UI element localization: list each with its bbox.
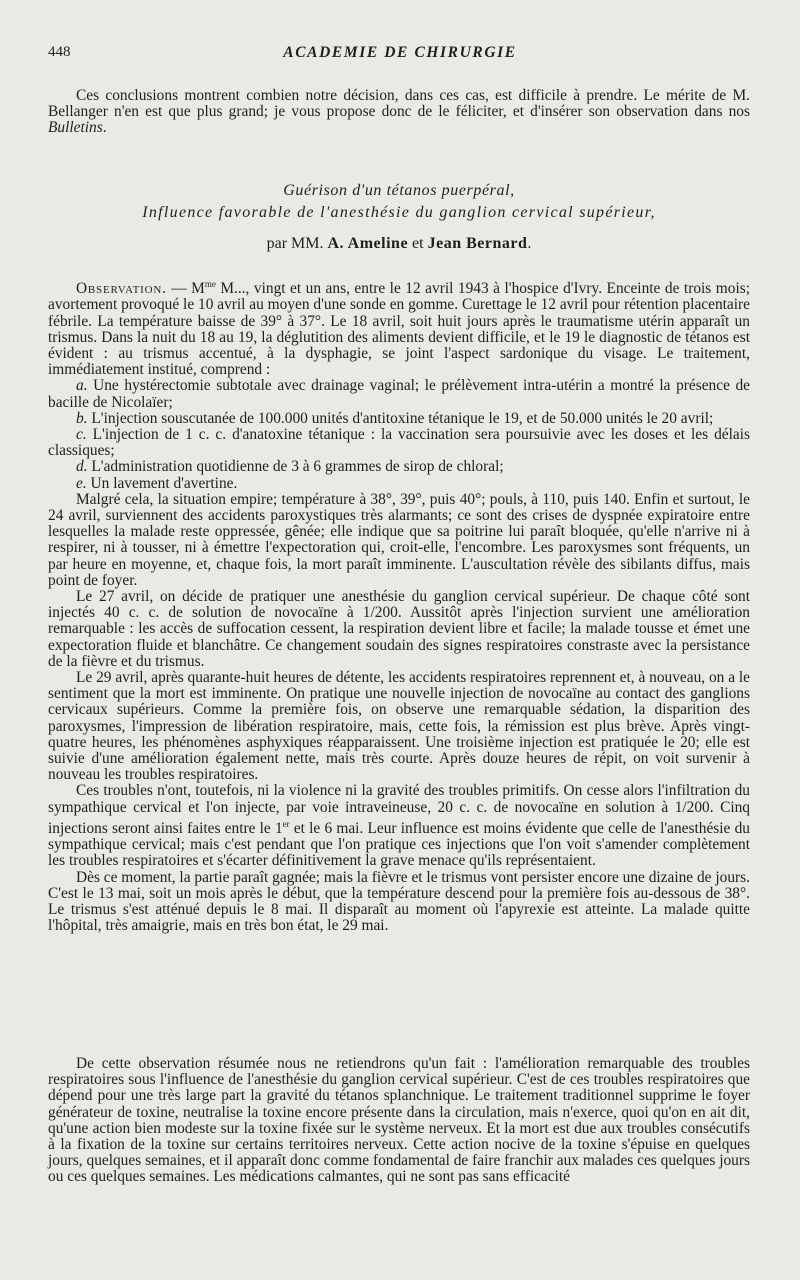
- journal-name: Bulletins: [48, 119, 103, 137]
- byline-joiner: et: [408, 235, 428, 252]
- paragraph-relapse: Le 29 avril, après quarante-huit heures de détente, les accidents respiratoires reprennent et, à nouveau, on a le sentiment que la mort est imminente. On pratique une nouvelle injection de novocaïne au contact des ganglions cervicaux supérieurs. Comme la première fois, on observe une remarquable sédation, la disparition des paroxysmes, l'impression de libération respiratoire, mais, cette fois, la rémission est plus brève. Après vingt-quatre heures, les phénomènes asphyxiques réapparaissent. Une troisième injection est pratiquée le 20; elle est suivie d'une amélioration également nette, mais très courte. Après douze heures de répit, on voit survenir à nouveau les troubles respiratoires.: [48, 669, 750, 784]
- byline-suffix: .: [527, 235, 532, 252]
- treatment-item-d: [48, 459, 750, 475]
- superscript: er: [282, 818, 290, 829]
- item-text: L'injection de 1 c. c. d'anatoxine tétanique : la vaccination sera poursuivie avec les doses et les délais classiques;: [48, 425, 750, 460]
- page-number: 448: [48, 44, 71, 60]
- item-label: c.: [76, 425, 87, 443]
- paragraph-intravenous: [48, 783, 750, 869]
- byline-prefix: par MM.: [266, 235, 328, 252]
- observation-section: [48, 276, 750, 934]
- article-subtitle: Influence favorable de l'anesthésie du ganglion cervical supérieur,: [142, 204, 656, 221]
- paragraph-anesthesia: Le 27 avril, on décide de pratiquer une anesthésie du ganglion cervical supérieur. De chaque côté sont injectés 40 c. c. de solution de novocaïne à 1/200. Aussitôt après l'injection survient une amélioration remarquable : les accès de suffocation cessent, la respiration devient libre et facile; la malade tousse et émet une expectoration fluide et blanchâtre. Ce changement soudain des signes respiratoires constraste avec la persistance de la fièvre et du trismus.: [48, 587, 750, 670]
- item-label: d.: [76, 458, 88, 476]
- observation-heading: Observation.: [76, 280, 167, 298]
- article-title: Guérison d'un tétanos puerpéral,: [283, 182, 515, 199]
- intro-text: Ces conclusions montrent combien notre décision, dans ces cas, est difficile à prendre. Le mérite de M. Bellanger n'en est que plus grand; je vous propose donc de le féliciter, et d'insérer son observation dans nos: [48, 87, 750, 121]
- item-label: b.: [76, 409, 88, 427]
- running-head: ACADEMIE DE CHIRURGIE: [283, 44, 517, 61]
- author-bernard: Jean Bernard: [427, 235, 528, 252]
- paragraph-recovery: Dès ce moment, la partie paraît gagnée; mais la fièvre et le trismus vont persister encore une dizaine de jours. C'est le 13 mai, soit un mois après le début, que la température descend pour la première fois au-dessous de 38°. Le trismus s'est atténué depuis le 8 mai. Il disparaît au moment où l'apyrexie est atteinte. La malade quitte l'hôpital, très amaigrie, mais en très bon état, le 29 mai.: [48, 868, 750, 935]
- item-label: a.: [76, 377, 88, 395]
- observation-paragraph: [48, 276, 750, 378]
- item-label: e.: [76, 474, 87, 492]
- intro-section: [48, 88, 750, 137]
- treatment-item-a: [48, 378, 750, 410]
- observation-text: M..., vingt et un ans, entre le 12 avril 1943 à l'hospice d'Ivry. Enceinte de trois mois; avortement provoqué le 10 avril au moyen d'une sonde en gomme. Curettage le 12 avril pour rétention placentaire fébrile. La température baisse de 39° à 37°. Le 18 avril, soit huit jours après le traumatisme utérin apparaît un trismus. Dans la nuit du 18 au 19, la déglutition des aliments devient difficile, et le 19 le diagnostic de tétanos est évident : au trismus accentué, à la dysphagie, se joint l'aspect sardonique du visage. Le traitement, immédiatement institué, comprend :: [48, 280, 750, 379]
- observation-text: — M: [166, 280, 205, 298]
- paragraph-text: et le 6 mai. Leur influence est moins évidente que celle de l'anesthésie du sympathique cervical; mais c'est pendant que l'on pratique ces injections que l'on voit s'amender complètement les troubles respiratoires et s'écarter définitivement la grave menace qu'ils représentaient.: [48, 819, 750, 870]
- discussion-section: [48, 1056, 750, 1186]
- intro-paragraph: [48, 88, 750, 137]
- paragraph-worsening: Malgré cela, la situation empire; température à 38°, 39°, puis 40°; pouls, à 110, puis 140. Enfin et surtout, le 24 avril, surviennent des accidents paroxystiques très alarmants; ce sont des crises de dyspnée expiratoire entre lesquelles la malade reste oppressée, gênée; elle indique que sa poitrine lui paraît bloquée, qu'elle n'arrive ni à respirer, ni à tousser, ni à émettre l'expectoration qui, croit-elle, l'encombre. Les paroxysmes sont fréquents, un par heure en moyenne, et, chaque fois, la mort paraît imminente. L'auscultation révèle des sibilants diffus, mais point de foyer.: [48, 490, 750, 589]
- discussion-paragraph: De cette observation résumée nous ne retiendrons qu'un fait : l'amélioration remarquable des troubles respiratoires sous l'influence de l'anesthésie du ganglion cervical supérieur. C'est de ces troubles respiratoires que dépend pour une très large part la gravité du tétanos splanchnique. Le traitement traditionnel supprime le foyer générateur de toxine, neutralise la toxine encore présente dans la circulation, mais n'exerce, quoi qu'on en ait dit, qu'une action bien modeste sur la toxine fixée sur le système nerveux. Et la mort est due aux troubles consécutifs à la fixation de la toxine sur certains territoires nerveux. Cette action nocive de la toxine s'épuise en quelques jours, quelques semaines, et il apparaît donc comme fondamental de faire franchir aux malades ces quelques jours ou ces quelques semaines. Les médications calmantes, qui ne sont pas sans efficacité: [48, 1055, 750, 1186]
- author-ameline: A. Ameline: [327, 235, 409, 252]
- page-header: [48, 44, 752, 64]
- article-title-block: [48, 180, 750, 255]
- intro-text-end: .: [102, 119, 107, 137]
- treatment-item-c: [48, 427, 750, 459]
- item-text: Une hystérectomie subtotale avec drainage vaginal; le prélèvement intra-utérin a montré la présence de bacille de Nicolaïer;: [48, 377, 750, 411]
- byline: [48, 233, 750, 255]
- paragraph-text: Ces troubles n'ont, toutefois, ni la violence ni la gravité des troubles primitifs. On cesse alors l'infiltration du sympathique cervical et l'on injecte, par voie intraveineuse, 20 c. c. de novocaïne en solution à 1/200. Cinq injections seront ainsi faites entre le 1: [48, 782, 750, 837]
- superscript: me: [204, 279, 216, 289]
- treatment-item-b: [48, 411, 750, 427]
- item-text: L'administration quotidienne de 3 à 6 grammes de sirop de chloral;: [87, 458, 504, 476]
- treatment-item-e: [48, 476, 750, 492]
- item-text: L'injection souscutanée de 100.000 unités d'antitoxine tétanique le 19, et de 50.000 unités le 20 avril;: [87, 409, 714, 427]
- item-text: Un lavement d'avertine.: [86, 474, 238, 492]
